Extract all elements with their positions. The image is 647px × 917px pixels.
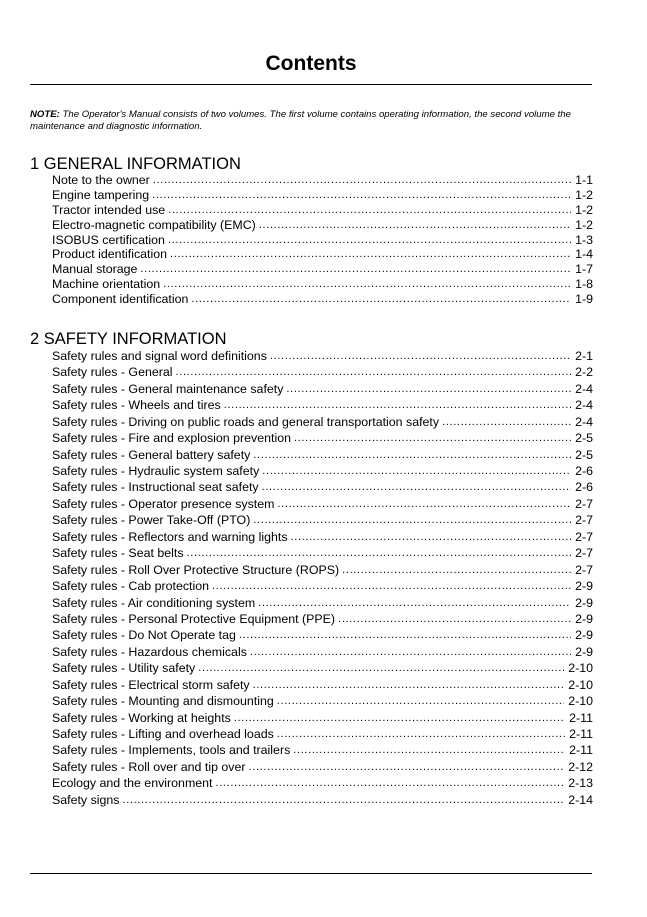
toc-entry[interactable]: [52, 578, 593, 594]
dot-leader: [270, 348, 571, 364]
toc-entry-page: 1-2: [575, 217, 593, 232]
toc-entry-title: Safety rules - Cab protection: [52, 579, 210, 594]
toc-entry[interactable]: [52, 364, 593, 380]
dot-leader: [253, 447, 571, 463]
toc-entry-page: 2-9: [575, 595, 593, 610]
toc-entry-title: Safety rules - Instructional seat safety: [52, 480, 259, 495]
toc-entry-page: 2-12: [568, 759, 593, 774]
dot-leader: [123, 792, 565, 808]
toc-entry-title: ISOBUS certification: [52, 232, 165, 247]
dot-leader: [262, 463, 571, 479]
toc-entry-title: Safety rules - Driving on public roads and general transportation safety: [52, 414, 440, 429]
dot-leader: [277, 693, 564, 709]
toc-entry[interactable]: [52, 545, 593, 561]
dot-leader: [338, 611, 571, 627]
toc-entry-title: Manual storage: [52, 262, 138, 277]
toc-entry[interactable]: [52, 203, 593, 218]
dot-leader: [442, 414, 571, 430]
toc-entry-title: Safety rules - General maintenance safety: [52, 381, 284, 396]
toc-entry-title: Safety rules - Working at heights: [52, 710, 231, 725]
dot-leader: [293, 743, 565, 759]
toc-entry-page: 2-11: [569, 727, 593, 742]
section-heading: 1 GENERAL INFORMATION: [30, 155, 241, 173]
toc-entry-title: Safety rules - Air conditioning system: [52, 595, 256, 610]
toc-entry[interactable]: [52, 397, 593, 413]
toc-entry-title: Safety rules - Operator presence system: [52, 496, 275, 511]
toc-entry[interactable]: [52, 627, 593, 643]
toc-entry-title: Electro-magnetic compatibility (EMC): [52, 217, 256, 232]
dot-leader: [286, 381, 571, 397]
dot-leader: [262, 480, 571, 496]
dot-leader: [224, 397, 571, 413]
toc-entry-page: 2-2: [575, 365, 593, 380]
toc-entry[interactable]: [52, 430, 593, 446]
toc-entry[interactable]: [52, 414, 593, 430]
toc-entry-page: 2-9: [575, 644, 593, 659]
toc-entry-title: Safety rules - Personal Protective Equipment (PPE): [52, 611, 336, 626]
toc-entry[interactable]: [52, 447, 593, 463]
toc-entry[interactable]: [52, 644, 593, 660]
toc-entry-title: Safety rules - Hydraulic system safety: [52, 464, 260, 479]
dot-leader: [191, 292, 571, 307]
toc-entry-page: 2-7: [575, 496, 593, 511]
note-text: The Operator's Manual consists of two volumes. The first volume contains operating information, the second volume the maintenance and diagnostic information.: [30, 109, 571, 132]
toc-entry[interactable]: [52, 792, 593, 808]
toc-entry-title: Safety rules - General: [52, 365, 173, 380]
toc-entry-title: Ecology and the environment: [52, 776, 213, 791]
toc-entry-page: 2-6: [575, 480, 593, 495]
dot-leader: [212, 578, 571, 594]
toc-entry-title: Component identification: [52, 292, 189, 307]
toc-entry[interactable]: [52, 348, 593, 364]
toc-entry-page: 2-5: [575, 431, 593, 446]
toc-entry-title: Safety rules - Wheels and tires: [52, 398, 221, 413]
dot-leader: [294, 430, 571, 446]
toc-entry-title: Safety signs: [52, 792, 120, 807]
toc-entry-page: 2-10: [568, 661, 593, 676]
toc-entry-page: 1-7: [575, 262, 593, 277]
dot-leader: [249, 759, 565, 775]
toc-entry-page: 2-7: [575, 546, 593, 561]
toc-entry-title: Safety rules - Seat belts: [52, 546, 184, 561]
toc-entry-title: Safety rules - Roll over and tip over: [52, 759, 246, 774]
toc-entry-page: 2-5: [575, 447, 593, 462]
dot-leader: [216, 775, 565, 791]
toc-entry-page: 2-7: [575, 529, 593, 544]
toc-entry[interactable]: [52, 277, 593, 292]
dot-leader: [153, 173, 571, 188]
toc-entry[interactable]: [52, 233, 593, 248]
toc-entry[interactable]: [52, 710, 593, 726]
toc-entry[interactable]: [52, 759, 593, 775]
dot-leader: [250, 644, 571, 660]
toc-entry-title: Safety rules - Electrical storm safety: [52, 677, 250, 692]
header-rule: [30, 84, 592, 85]
toc-entry[interactable]: [52, 775, 593, 791]
toc-entry-page: 2-7: [575, 513, 593, 528]
toc-entry-title: Safety rules - Utility safety: [52, 661, 196, 676]
toc-entry[interactable]: [52, 292, 593, 307]
toc-entry[interactable]: [52, 595, 593, 611]
toc-entry[interactable]: [52, 463, 593, 479]
toc-entry-title: Safety rules - Hazardous chemicals: [52, 644, 247, 659]
toc-entry[interactable]: [52, 726, 593, 742]
toc-entry-page: 1-2: [575, 187, 593, 202]
toc-entry-title: Note to the owner: [52, 173, 150, 187]
toc-entry[interactable]: [52, 677, 593, 693]
dot-leader: [259, 218, 571, 233]
toc-entry-title: Machine orientation: [52, 277, 161, 292]
toc-entry-page: 2-10: [568, 694, 593, 709]
toc-entry[interactable]: [52, 218, 593, 233]
dot-leader: [198, 660, 564, 676]
toc-entry-page: 2-4: [575, 414, 593, 429]
dot-leader: [163, 277, 571, 292]
toc-entry-page: 1-2: [575, 202, 593, 217]
dot-leader: [176, 364, 572, 380]
toc-entry-page: 2-11: [569, 710, 593, 725]
toc-entry-title: Safety rules - Mounting and dismounting: [52, 694, 274, 709]
dot-leader: [168, 203, 571, 218]
section-heading: 2 SAFETY INFORMATION: [30, 330, 227, 348]
dot-leader: [234, 710, 565, 726]
toc-entry-title: Safety rules - Reflectors and warning lights: [52, 529, 288, 544]
toc-entry-page: 1-9: [575, 292, 593, 307]
dot-leader: [277, 496, 571, 512]
toc-entry-page: 1-1: [575, 173, 593, 187]
dot-leader: [258, 595, 571, 611]
toc-entry[interactable]: [52, 611, 593, 627]
toc-entry-title: Engine tampering: [52, 187, 150, 202]
toc-entry-title: Tractor intended use: [52, 202, 166, 217]
toc-entry-page: 2-4: [575, 398, 593, 413]
toc-list: [30, 348, 593, 808]
toc-entry[interactable]: [52, 693, 593, 709]
note-paragraph: [30, 109, 598, 133]
dot-leader: [342, 562, 571, 578]
toc-entry[interactable]: [52, 262, 593, 277]
toc-entry[interactable]: [52, 529, 593, 545]
toc-entry-page: 2-13: [568, 776, 593, 791]
toc-entry-title: Safety rules - Lifting and overhead loads: [52, 727, 274, 742]
toc-entry-title: Safety rules - Power Take-Off (PTO): [52, 513, 251, 528]
toc-entry[interactable]: [52, 188, 593, 203]
toc-entry[interactable]: [52, 247, 593, 262]
toc-entry-title: Safety rules - Fire and explosion prevention: [52, 431, 291, 446]
toc-entry-title: Safety rules - General battery safety: [52, 447, 251, 462]
dot-leader: [253, 512, 571, 528]
note-label: NOTE:: [30, 109, 60, 120]
toc-entry-title: Safety rules and signal word definitions: [52, 348, 267, 363]
dot-leader: [152, 188, 571, 203]
toc-entry[interactable]: [52, 173, 593, 188]
dot-leader: [140, 262, 571, 277]
toc-entry-page: 1-4: [575, 247, 593, 262]
toc-entry-page: 2-7: [575, 562, 593, 577]
dot-leader: [277, 726, 565, 742]
dot-leader: [239, 627, 571, 643]
toc-entry[interactable]: [52, 512, 593, 528]
toc-entry-page: 2-14: [568, 792, 593, 807]
toc-entry[interactable]: [52, 562, 593, 578]
toc-entry-page: 1-8: [575, 277, 593, 292]
toc-entry-page: 2-10: [568, 677, 593, 692]
toc-entry[interactable]: [52, 381, 593, 397]
toc-entry-page: 2-9: [575, 628, 593, 643]
toc-entry-page: 2-9: [575, 611, 593, 626]
toc-entry-page: 1-3: [575, 232, 593, 247]
toc-entry-page: 2-1: [575, 348, 593, 363]
toc-entry-page: 2-6: [575, 464, 593, 479]
page-title: Contents: [265, 52, 357, 75]
toc-entry[interactable]: [52, 743, 593, 759]
dot-leader: [253, 677, 565, 693]
dot-leader: [187, 545, 572, 561]
toc-entry[interactable]: [52, 496, 593, 512]
toc-entry-title: Safety rules - Do Not Operate tag: [52, 628, 236, 643]
toc-entry-page: 2-9: [575, 579, 593, 594]
toc-entry[interactable]: [52, 480, 593, 496]
dot-leader: [170, 247, 571, 262]
section-general-information: [30, 156, 593, 307]
section-safety-information: [30, 331, 593, 808]
toc-list: [30, 173, 593, 307]
dot-leader: [291, 529, 572, 545]
toc-entry-title: Safety rules - Implements, tools and trailers: [52, 743, 291, 758]
toc-entry-title: Safety rules - Roll Over Protective Structure (ROPS): [52, 562, 340, 577]
footer-rule: [30, 873, 592, 874]
toc-entry-page: 2-4: [575, 381, 593, 396]
toc-entry-page: 2-11: [569, 743, 593, 758]
toc-entry[interactable]: [52, 660, 593, 676]
toc-entry-title: Product identification: [52, 247, 168, 262]
dot-leader: [168, 233, 571, 248]
